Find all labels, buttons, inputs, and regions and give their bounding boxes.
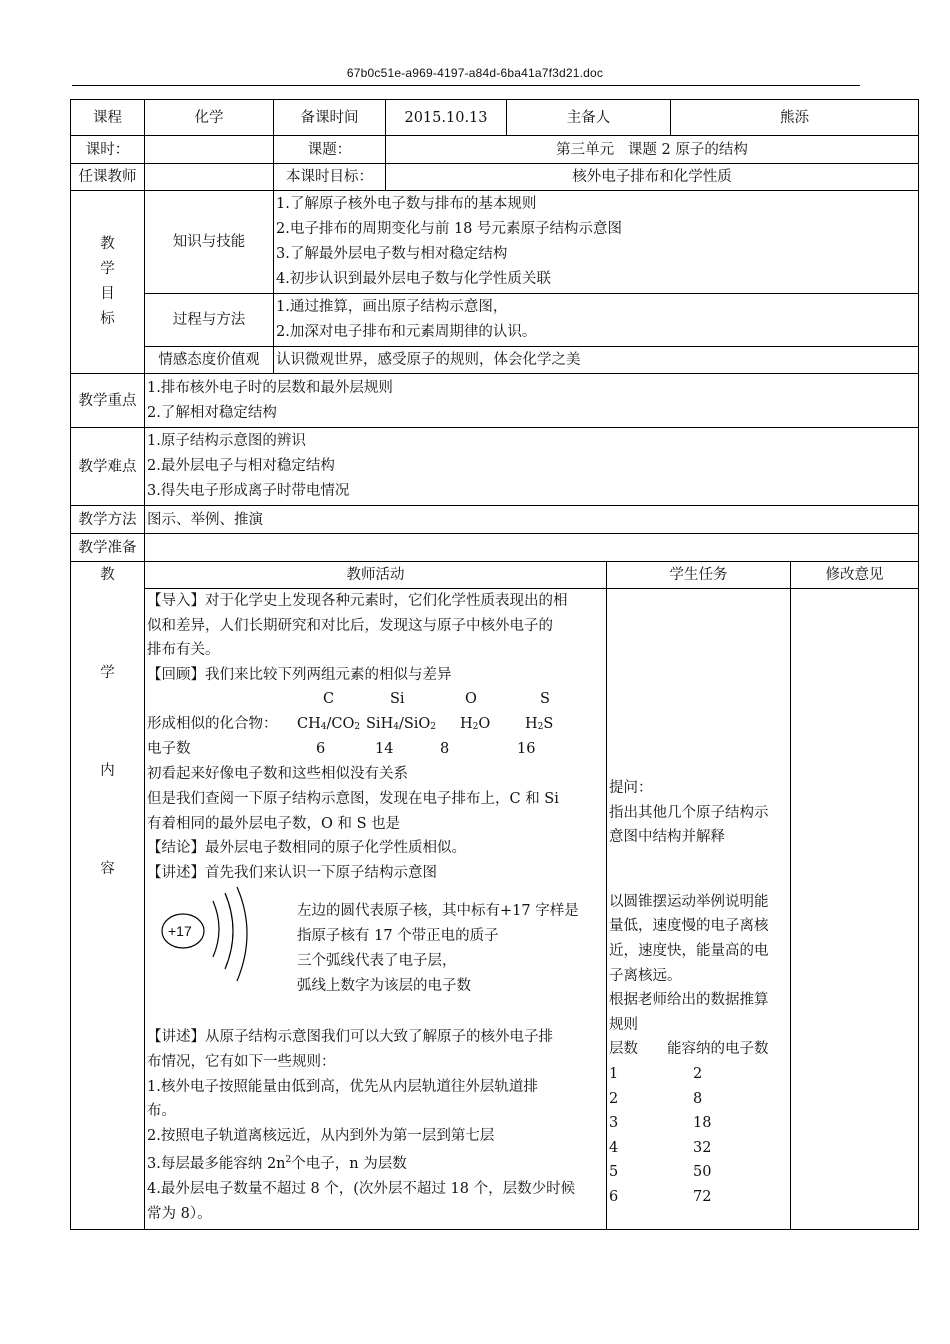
process-items [274,294,919,347]
electron-count: 14 [375,741,394,758]
paragraph-line: 【回顾】我们来比较下列两组元素的相似与差异 [147,666,452,683]
paragraph-line: 【讲述】从原子结构示意图我们可以大致了解原子的核外电子排 [147,1029,553,1046]
preparer-label: 主备人 [507,100,671,136]
electron-shell-arc [237,887,247,981]
electron-count: 8 [440,741,450,758]
compounds-label: 形成相似的化合物： [147,716,278,733]
list-item: 2.最外层电子与相对稳定结构 [147,458,335,474]
revision-content [791,589,919,1230]
electron-count: 6 [316,741,326,758]
period-label: 课时： [71,136,145,164]
method-value: 图示、举例、推演 [145,506,919,534]
list-item: 1.原子结构示意图的辨识 [147,433,306,449]
period-value [145,136,274,164]
difficulties-items [145,428,919,506]
compound-row [147,712,604,737]
list-item: 2.电子排布的周期变化与前 18 号元素原子结构示意图 [276,221,623,237]
lesson-plan-table [70,99,919,1230]
teacher-activity-content [145,589,607,1230]
list-item: 2.加深对电子排布和元素周期律的认识。 [276,324,537,340]
paragraph-line: 量低，速度慢的电子离核 [609,918,769,935]
paragraph-line: 指出其他几个原子结构示 [609,804,769,821]
list-item: 1.了解原子核外电子数与排布的基本规则 [276,196,537,212]
diagram-description [297,899,579,999]
difficulties-label: 教学难点 [71,428,145,506]
emotion-label: 情感态度价值观 [145,347,274,374]
knowledge-label: 知识与技能 [145,191,274,294]
list-item: 3.得失电子形成离子时带电情况 [147,483,350,499]
compound-4: H2S [525,716,554,733]
electron-count-row [147,737,604,762]
process-label: 过程与方法 [145,294,274,347]
element-row [147,687,604,712]
paragraph-line: 4.最外层电子数量不超过 8 个，(次外层不超过 18 个，层数少时候 [147,1180,576,1197]
paragraph-line: 意图中结构并解释 [609,829,725,846]
element-s: S [540,691,550,708]
knowledge-items [274,191,919,294]
element-si: Si [390,691,405,708]
table-row: 6 72 [609,1188,712,1205]
element-c: C [323,691,335,708]
student-task-header: 学生任务 [607,562,791,589]
paragraph-line: 三个弧线代表了电子层， [297,953,457,970]
paragraph-line: 【讲述】首先我们来认识一下原子结构示意图 [147,864,437,881]
content-side-label: 教 学 内 容 [71,562,145,1230]
key-points-label: 教学重点 [71,374,145,428]
objectives-side-label: 教 学 目 标 [71,191,145,374]
table-row: 3 18 [609,1115,712,1132]
topic-value: 第三单元 课题 2 原子的结构 [386,136,919,164]
element-o: O [465,691,477,708]
paragraph-line: 初看起来好像电子数和这些相似没有关系 [147,766,408,783]
revision-header: 修改意见 [791,562,919,589]
paragraph-line: 以圆锥摆运动举例说明能 [609,893,769,910]
document-filename: 67b0c51e-a969-4197-a84d-6ba41a7f3d21.doc [346,66,604,80]
table-row: 5 50 [609,1164,712,1181]
goal-value: 核外电子排布和化学性质 [386,164,919,191]
list-item: 1.排布核外电子时的层数和最外层规则 [147,379,393,396]
paragraph-line: 排布有关。 [147,642,220,659]
teacher-value [145,164,274,191]
paragraph-line: 指原子核有 17 个带正电的质子 [297,928,499,945]
prep-time-value: 2015.10.13 [386,100,507,136]
prep-label: 教学准备 [71,534,145,562]
list-item: 1.通过推算，画出原子结构示意图， [276,299,508,315]
paragraph-line: 1.核外电子按照能量由低到高，优先从内层轨道往外层轨道排 [147,1078,538,1095]
paragraph-line: 但是我们查阅一下原子结构示意图，发现在电子排布上，C 和 Si [147,790,559,807]
paragraph-line: 有着相同的最外层电子数，O 和 S 也是 [147,815,401,832]
compound-3: H2O [460,716,491,733]
goal-label: 本课时目标： [274,164,386,191]
header-rule [72,85,860,86]
preparer-value: 熊泺 [671,100,919,136]
compound-1: CH4/CO2 [297,716,361,733]
teacher-label: 任课教师 [71,164,145,191]
paragraph-line: 弧线上数字为该层的电子数 [297,978,471,995]
electron-count: 16 [517,741,536,758]
list-item: 3.了解最外层电子数与相对稳定结构 [276,246,508,262]
compound-2: SiH4/SiO2 [366,716,437,733]
paragraph-line: 似和差异，人们长期研究和对比后，发现这与原子中核外电子的 [147,617,553,634]
paragraph-line: 【结论】最外层电子数相同的原子化学性质相似。 [147,840,466,857]
paragraph-line: 规则 [609,1016,638,1033]
prep-time-label: 备课时间 [274,100,386,136]
paragraph-line: 常为 8）。 [147,1205,212,1222]
shell-capacity-header: 层数 能容纳的电子数 [609,1041,769,1058]
key-points-items [145,374,919,428]
atom-structure-diagram [147,885,604,1025]
table-row: 1 2 [609,1065,703,1082]
list-item: 2.了解相对稳定结构 [147,404,277,421]
topic-label: 课题： [274,136,386,164]
course-label: 课程 [71,100,145,136]
paragraph-line: 子离核远。 [609,967,682,984]
paragraph-line: 左边的圆代表原子核，其中标有+17 字样是 [297,903,579,920]
table-row: 4 32 [609,1139,712,1156]
rule-3-line: 3.每层最多能容纳 $2n^2$个电子，n 为层数 [147,1155,407,1173]
list-item: 4.初步认识到最外层电子数与化学性质关联 [276,271,551,287]
prep-value [145,534,919,562]
paragraph-line: 【导入】对于化学史上发现各种元素时，它们化学性质表现出的相 [147,593,568,609]
electron-shell-arc [225,893,233,969]
paragraph-line: 布情况，它有如下一些规则： [147,1053,336,1070]
paragraph-line: 根据老师给出的数据推算 [609,992,769,1009]
emotion-value: 认识微观世界，感受原子的规则，体会化学之美 [274,347,919,374]
paragraph-line: 2.按照电子轨道离核远近，从内到外为第一层到第七层 [147,1127,495,1144]
student-task-content [607,589,791,1230]
method-label: 教学方法 [71,506,145,534]
paragraph-line: 布。 [147,1103,176,1120]
teacher-activity-header: 教师活动 [145,562,607,589]
course-value: 化学 [145,100,274,136]
electron-shell-arc [213,901,219,957]
paragraph-line: 提问： [609,780,653,796]
table-row: 2 8 [609,1090,703,1107]
nucleus-label: +17 [168,923,192,940]
paragraph-line: 近，速度快，能量高的电 [609,942,769,959]
electrons-label: 电子数 [147,741,191,758]
